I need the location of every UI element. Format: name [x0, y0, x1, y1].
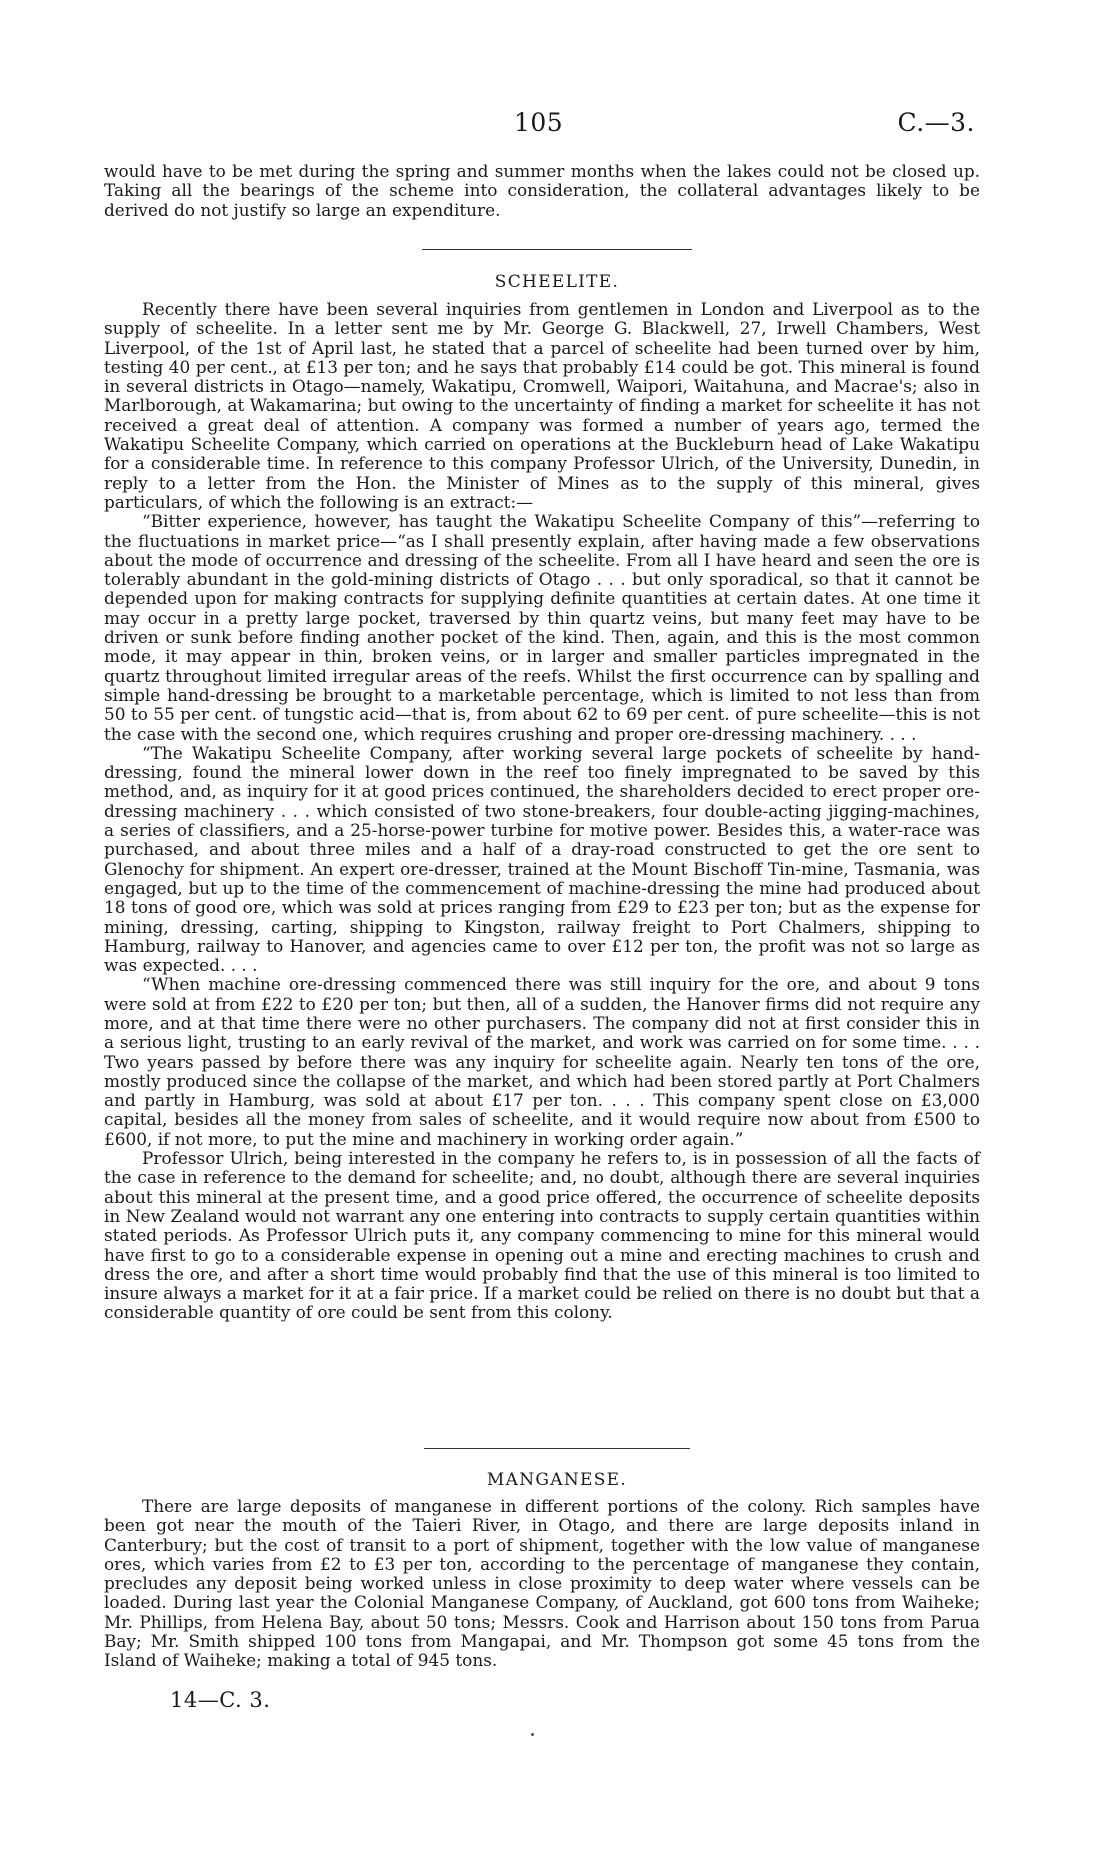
footer-signature: 14—C. 3.: [170, 1688, 271, 1712]
scheelite-heading: SCHEELITE.: [494, 272, 620, 292]
manganese-section: [104, 1497, 980, 1671]
document-reference: C.—3.: [897, 108, 975, 137]
print-mark: [531, 1733, 534, 1736]
section-divider: [424, 1448, 690, 1449]
scheelite-section: [104, 300, 980, 1323]
intro-text: [104, 162, 980, 220]
manganese-paragraph: There are large deposits of manganese in different portions of the colony. Rich samples have been got near the mouth of the Taieri River, in Otago, and there are large deposits inland in Canterbury; but the cost of transit to a port of shipment, together with the low value of manganese ores, which varies from £2 to £3 per ton, according to the percentage of manganese they contain, precludes any deposit being worked unless in close proximity to deep water where vessels can be loaded. During last year the Colonial Manganese Company, of Auckland, got 600 tons from Waiheke; Mr. Phillips, from Helena Bay, about 50 tons; Messrs. Cook and Harrison about 150 tons from Parua Bay; Mr. Smith shipped 100 tons from Mangapai, and Mr. Thompson got some 45 tons from the Island of Waiheke; making a total of 945 tons.: [104, 1496, 980, 1671]
scheelite-paragraph: Professor Ulrich, being interested in the company he refers to, is in possession of all the facts of the case in reference to the demand for scheelite; and, no doubt, although there are several inquiries about this mineral at the present time, and a good price offered, the occurrence of scheelite deposits in New Zealand would not warrant any one entering into contracts to supply certain quantities within stated periods. As Professor Ulrich puts it, any company commencing to mine for this mineral would have first to go to a considerable expense in opening out a mine and erecting machines to crush and dress the ore, and after a short time would probably find that the use of this mineral is too limited to insure always a market for it at a fair price. If a market could be relied on there is no doubt but that a considerable quantity of ore could be sent from this colony.: [104, 1148, 980, 1323]
page-header: [0, 108, 1114, 148]
page-number: 105: [514, 108, 564, 137]
intro-paragraph: would have to be met during the spring and summer months when the lakes could not be closed up. Taking all the bearings of the scheme into consideration, the collateral advantages likely to be derived do not justify so large an expenditure.: [104, 161, 980, 220]
scheelite-paragraph: “When machine ore-dressing commenced there was still inquiry for the ore, and about 9 tons were sold at from £22 to £20 per ton; but then, all of a sudden, the Hanover firms did not require any more, and at that time there were no other purchasers. The company did not at first consider this in a serious light, trusting to an early revival of the market, and work was carried on for some time. . . . Two years passed by before there was any inquiry for scheelite again. Nearly ten tons of the ore, mostly produced since the collapse of the market, and which had been stored partly at Port Chalmers and partly in Hamburg, was sold at about £17 per ton. . . . This company spent close on £3,000 capital, besides all the money from sales of scheelite, and it would require now about from £500 to £600, if not more, to put the mine and machinery in working order again.”: [104, 974, 980, 1149]
section-divider: [422, 249, 692, 250]
manganese-heading: MANGANESE.: [486, 1470, 628, 1490]
scheelite-paragraph: “The Wakatipu Scheelite Company, after working several large pockets of scheelite by hand-dressing, found the mineral lower down in the reef too finely impregnated to be saved by this method, and, as inquiry for it at good prices continued, the shareholders decided to erect proper ore-dressing machinery . . . which consisted of two stone-breakers, four double-acting jigging-machines, a series of classifiers, and a 25-horse-power turbine for motive power. Besides this, a water-race was purchased, and about three miles and a half of a dray-road constructed to get the ore sent to Glenochy for shipment. An expert ore-dresser, trained at the Mount Bischoff Tin-mine, Tasmania, was engaged, but up to the time of the commencement of machine-dressing the mine had produced about 18 tons of good ore, which was sold at prices ranging from £29 to £23 per ton; but as the expense for mining, dressing, carting, shipping to Kingston, railway freight to Port Chalmers, shipping to Hamburg, railway to Hanover, and agencies came to over £12 per ton, the profit was not so large as was expected. . . .: [104, 742, 980, 976]
scheelite-paragraph: “Bitter experience, however, has taught the Wakatipu Scheelite Company of this”—referring to the fluctuations in market price—“as I shall presently explain, after having made a few observations about the mode of occurrence and dressing of the scheelite. From all I have heard and seen the ore is tolerably abundant in the gold-mining districts of Otago . . . but only sporadical, so that it cannot be depended upon for making contracts for supplying definite quantities at certain dates. At one time it may occur in a pretty large pocket, traversed by thin quartz veins, but many feet may have to be driven or sunk before finding another pocket of the kind. Then, again, and this is the most common mode, it may appear in thin, broken veins, or in larger and smaller particles impregnated in the quartz throughout limited irregular areas of the reefs. Whilst the first occurrence can by spalling and simple hand-dressing be brought to a marketable percentage, which is limited to not less than from 50 to 55 per cent. of tungstic acid—that is, from about 62 to 69 per cent. of pure scheelite—this is not the case with the second one, which requires crushing and proper ore-dressing machinery. . . .: [104, 511, 980, 744]
scheelite-paragraph: Recently there have been several inquiries from gentlemen in London and Liverpool as to the supply of scheelite. In a letter sent me by Mr. George G. Blackwell, 27, Irwell Chambers, West Liverpool, of the 1st of April last, he stated that a parcel of scheelite had been turned over by him, testing 40 per cent., at £13 per ton; and he says that probably £14 could be got. This mineral is found in several districts in Otago—namely, Wakatipu, Cromwell, Waipori, Waitahuna, and Macrae's; also in Marlborough, at Wakamarina; but owing to the uncertainty of finding a market for scheelite it has not received a great deal of attention. A company was formed a number of years ago, termed the Wakatipu Scheelite Company, which carried on operations at the Buckleburn head of Lake Wakatipu for a considerable time. In reference to this company Professor Ulrich, of the University, Dunedin, in reply to a letter from the Hon. the Minister of Mines as to the supply of this mineral, gives particulars, of which the following is an extract:—: [104, 299, 980, 512]
